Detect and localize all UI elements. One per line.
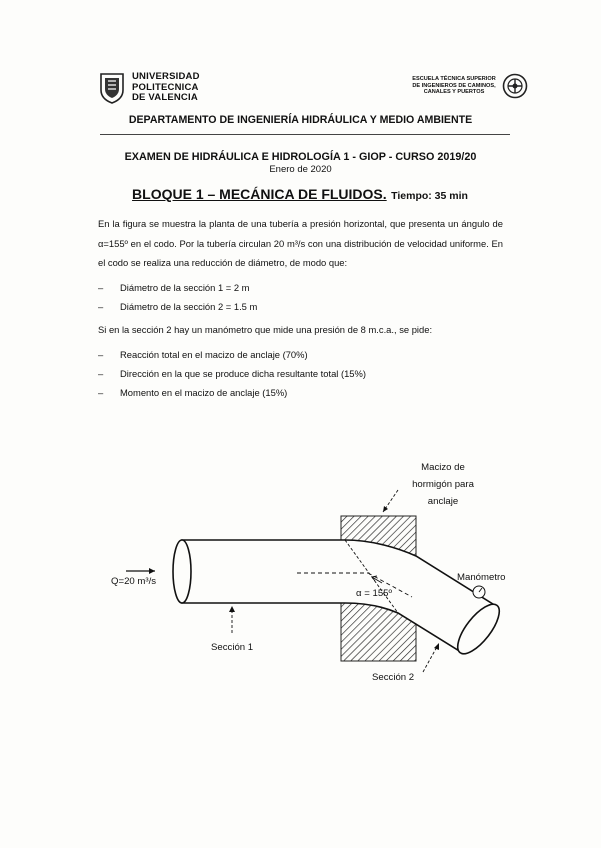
pipe: [182, 540, 496, 652]
list-item: – Momento en el macizo de anclaje (15%): [98, 387, 288, 398]
problem-statement: Si en la sección 2 hay un manómetro que mide una presión de 8 m.c.a., se pide:: [98, 324, 433, 335]
section-1-end: [173, 540, 191, 603]
university-name: UNIVERSIDAD POLITECNICA DE VALENCIA: [132, 71, 200, 103]
anchor-label: anclaje: [427, 496, 459, 507]
section-2-label: Sección 2: [372, 672, 415, 683]
exam-date: Enero de 2020: [269, 164, 332, 175]
list-item: – Diámetro de la sección 1 = 2 m: [98, 282, 250, 293]
list-item: – Diámetro de la sección 2 = 1.5 m: [98, 301, 258, 312]
exam-title: EXAMEN DE HIDRÁULICA E HIDROLOGÍA 1 - GIOP - CURSO 2019/20: [124, 151, 477, 163]
list-item: – Reacción total en el macizo de anclaje (70%): [98, 349, 308, 360]
flow-label: Q=20 m³/s: [111, 576, 157, 587]
anchor-label: hormigón para: [412, 479, 474, 490]
time-limit: Tiempo: 35 min: [391, 190, 468, 202]
list-item: – Dirección en la que se produce dicha resultante total (15%): [98, 368, 366, 379]
section-1-label: Sección 1: [211, 642, 254, 653]
anchor-label: Macizo de: [421, 462, 465, 473]
manometer-label: Manómetro: [457, 572, 506, 583]
department-title: DEPARTAMENTO DE INGENIERÍA HIDRÁULICA Y MEDIO AMBIENTE: [128, 114, 473, 126]
problem-intro: En la figura se muestra la planta de una tubería a presión horizontal, que presenta un ángulo de α=155º en el codo. Por la tubería circulan 20 m³/s con una distribución de velocidad uniforme. En el codo se realiza una reducción de diámetro, de modo que:: [98, 218, 503, 268]
school-name: ESCUELA TÉCNICA SUPERIOR DE INGENIEROS DE CAMINOS, CANALES Y PUERTOS: [412, 76, 496, 95]
block-title: BLOQUE 1 – MECÁNICA DE FLUIDOS.: [132, 186, 387, 202]
angle-label: α = 155º: [356, 588, 392, 599]
